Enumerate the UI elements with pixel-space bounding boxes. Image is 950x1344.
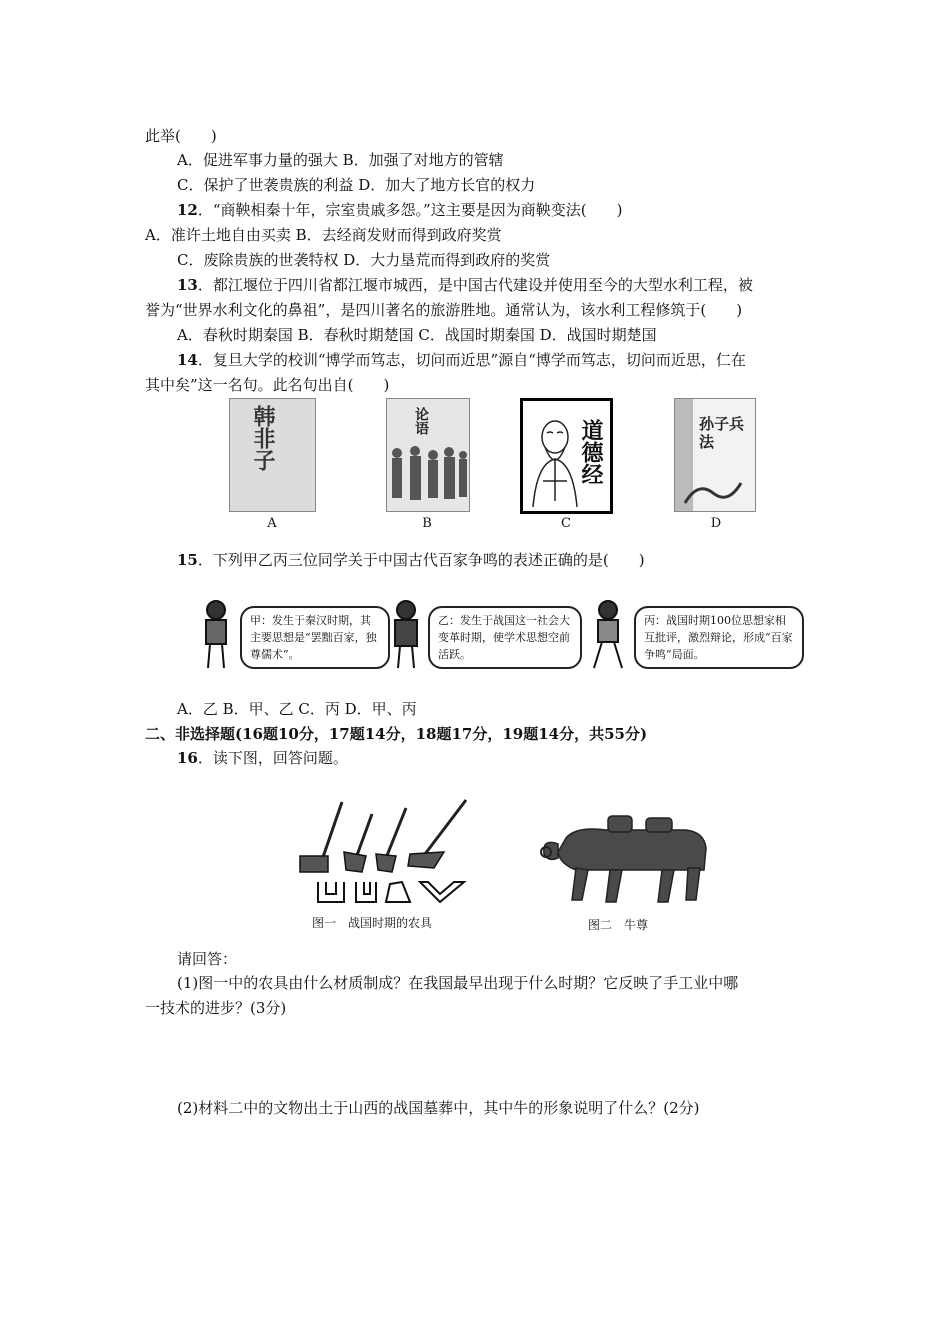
book-d-illustration	[683, 473, 743, 507]
q15-text: ．下列甲乙丙三位同学关于中国古代百家争鸣的表述正确的是( )	[197, 551, 645, 569]
q13-options: A．春秋时期秦国 B．春秋时期楚国 C．战国时期秦国 D．战国时期楚国	[177, 326, 657, 344]
ox-bronze-vessel-illustration	[536, 808, 716, 908]
speech-bubble-jia: 甲：发生于秦汉时期，其主要思想是“罢黜百家，独尊儒术”。	[240, 606, 390, 669]
book-label-a: A	[267, 516, 277, 531]
book-a-title: 韩非子	[250, 405, 276, 471]
book-b-title: 论语	[413, 407, 429, 435]
speech-bubble-bing: 丙：战国时期100位思想家相互批评，激烈辩论，形成“百家争鸣”局面。	[634, 606, 804, 669]
book-cover-d	[674, 398, 756, 512]
q15-number: 15	[177, 551, 198, 569]
q13-stem-line2: 誉为“世界水利文化的鼻祖”，是四川著名的旅游胜地。通常认为，该水利工程修筑于( )	[145, 301, 743, 319]
q16-sub2: (2)材料二中的文物出土于山西的战国墓葬中，其中牛的形象说明了什么？(2分)	[177, 1099, 700, 1117]
q12-stem	[177, 199, 622, 221]
q12-options-cd: C．废除贵族的世袭特权 D．大力垦荒而得到政府的奖赏	[177, 251, 551, 269]
figure-1-caption: 图一 战国时期的农具	[312, 916, 433, 930]
figure-2-caption: 图二 牛尊	[588, 918, 649, 932]
book-label-c: C	[561, 516, 571, 531]
iron-farm-tools-illustration	[294, 796, 474, 908]
q12-number: 12	[177, 201, 198, 219]
speech-bubble-yi: 乙：发生于战国这一社会大变革时期，使学术思想空前活跃。	[428, 606, 582, 669]
q11-options-cd: C．保护了世袭贵族的利益 D．加大了地方长官的权力	[177, 176, 536, 194]
q12-text: ．“商鞅相秦十年，宗室贵戚多怨。”这主要是因为商鞅变法( )	[197, 201, 623, 219]
book-cover-a	[229, 398, 316, 512]
laozi-portrait-illustration	[527, 411, 583, 507]
q14-number: 14	[177, 351, 198, 369]
q16-prompt: 请回答：	[177, 950, 238, 968]
q16-number: 16	[177, 749, 198, 767]
q12-options-ab: A．准许土地自由买卖 B．去经商发财而得到政府奖赏	[145, 226, 502, 244]
q11-stem-tail: 此举( )	[145, 127, 217, 145]
book-cover-c	[520, 398, 613, 514]
student-jia-illustration	[196, 598, 236, 670]
q16-sub1-line1: (1)图一中的农具由什么材质制成？在我国最早出现于什么时期？它反映了手工业中哪	[177, 974, 739, 992]
q13-stem-line1	[177, 274, 753, 296]
section-2-heading: 二、非选择题(16题10分，17题14分，18题17分，19题14分，共55分)	[145, 725, 648, 743]
student-bing-illustration	[586, 598, 630, 670]
q14-stem-line2: 其中矣”这一名句。此名句出自( )	[145, 376, 390, 394]
book-b-figures-illustration	[387, 443, 469, 509]
q16-text: ．读下图，回答问题。	[197, 749, 348, 767]
q16-sub1-line2: 一技术的进步？(3分)	[145, 999, 287, 1017]
q14-text: ．复旦大学的校训“博学而笃志，切问而近思”源自“博学而笃志，切问而近思，仁在	[197, 351, 746, 369]
q13-number: 13	[177, 276, 198, 294]
q15-stem	[177, 549, 645, 571]
q11-options-ab: A．促进军事力量的强大 B．加强了对地方的管辖	[177, 151, 504, 169]
q14-stem-line1	[177, 349, 746, 371]
q16-stem	[177, 747, 348, 769]
book-label-d: D	[710, 516, 722, 531]
q13-text: ．都江堰位于四川省都江堰市城西，是中国古代建设并使用至今的大型水利工程，被	[197, 276, 753, 294]
book-label-b: B	[422, 516, 432, 531]
book-cover-b	[386, 398, 470, 512]
book-d-title: 孙子兵法	[699, 415, 745, 451]
student-yi-illustration	[386, 598, 426, 670]
q15-options: A．乙 B．甲、乙 C．丙 D．甲、丙	[177, 700, 417, 718]
book-c-title: 道德经	[578, 419, 604, 485]
